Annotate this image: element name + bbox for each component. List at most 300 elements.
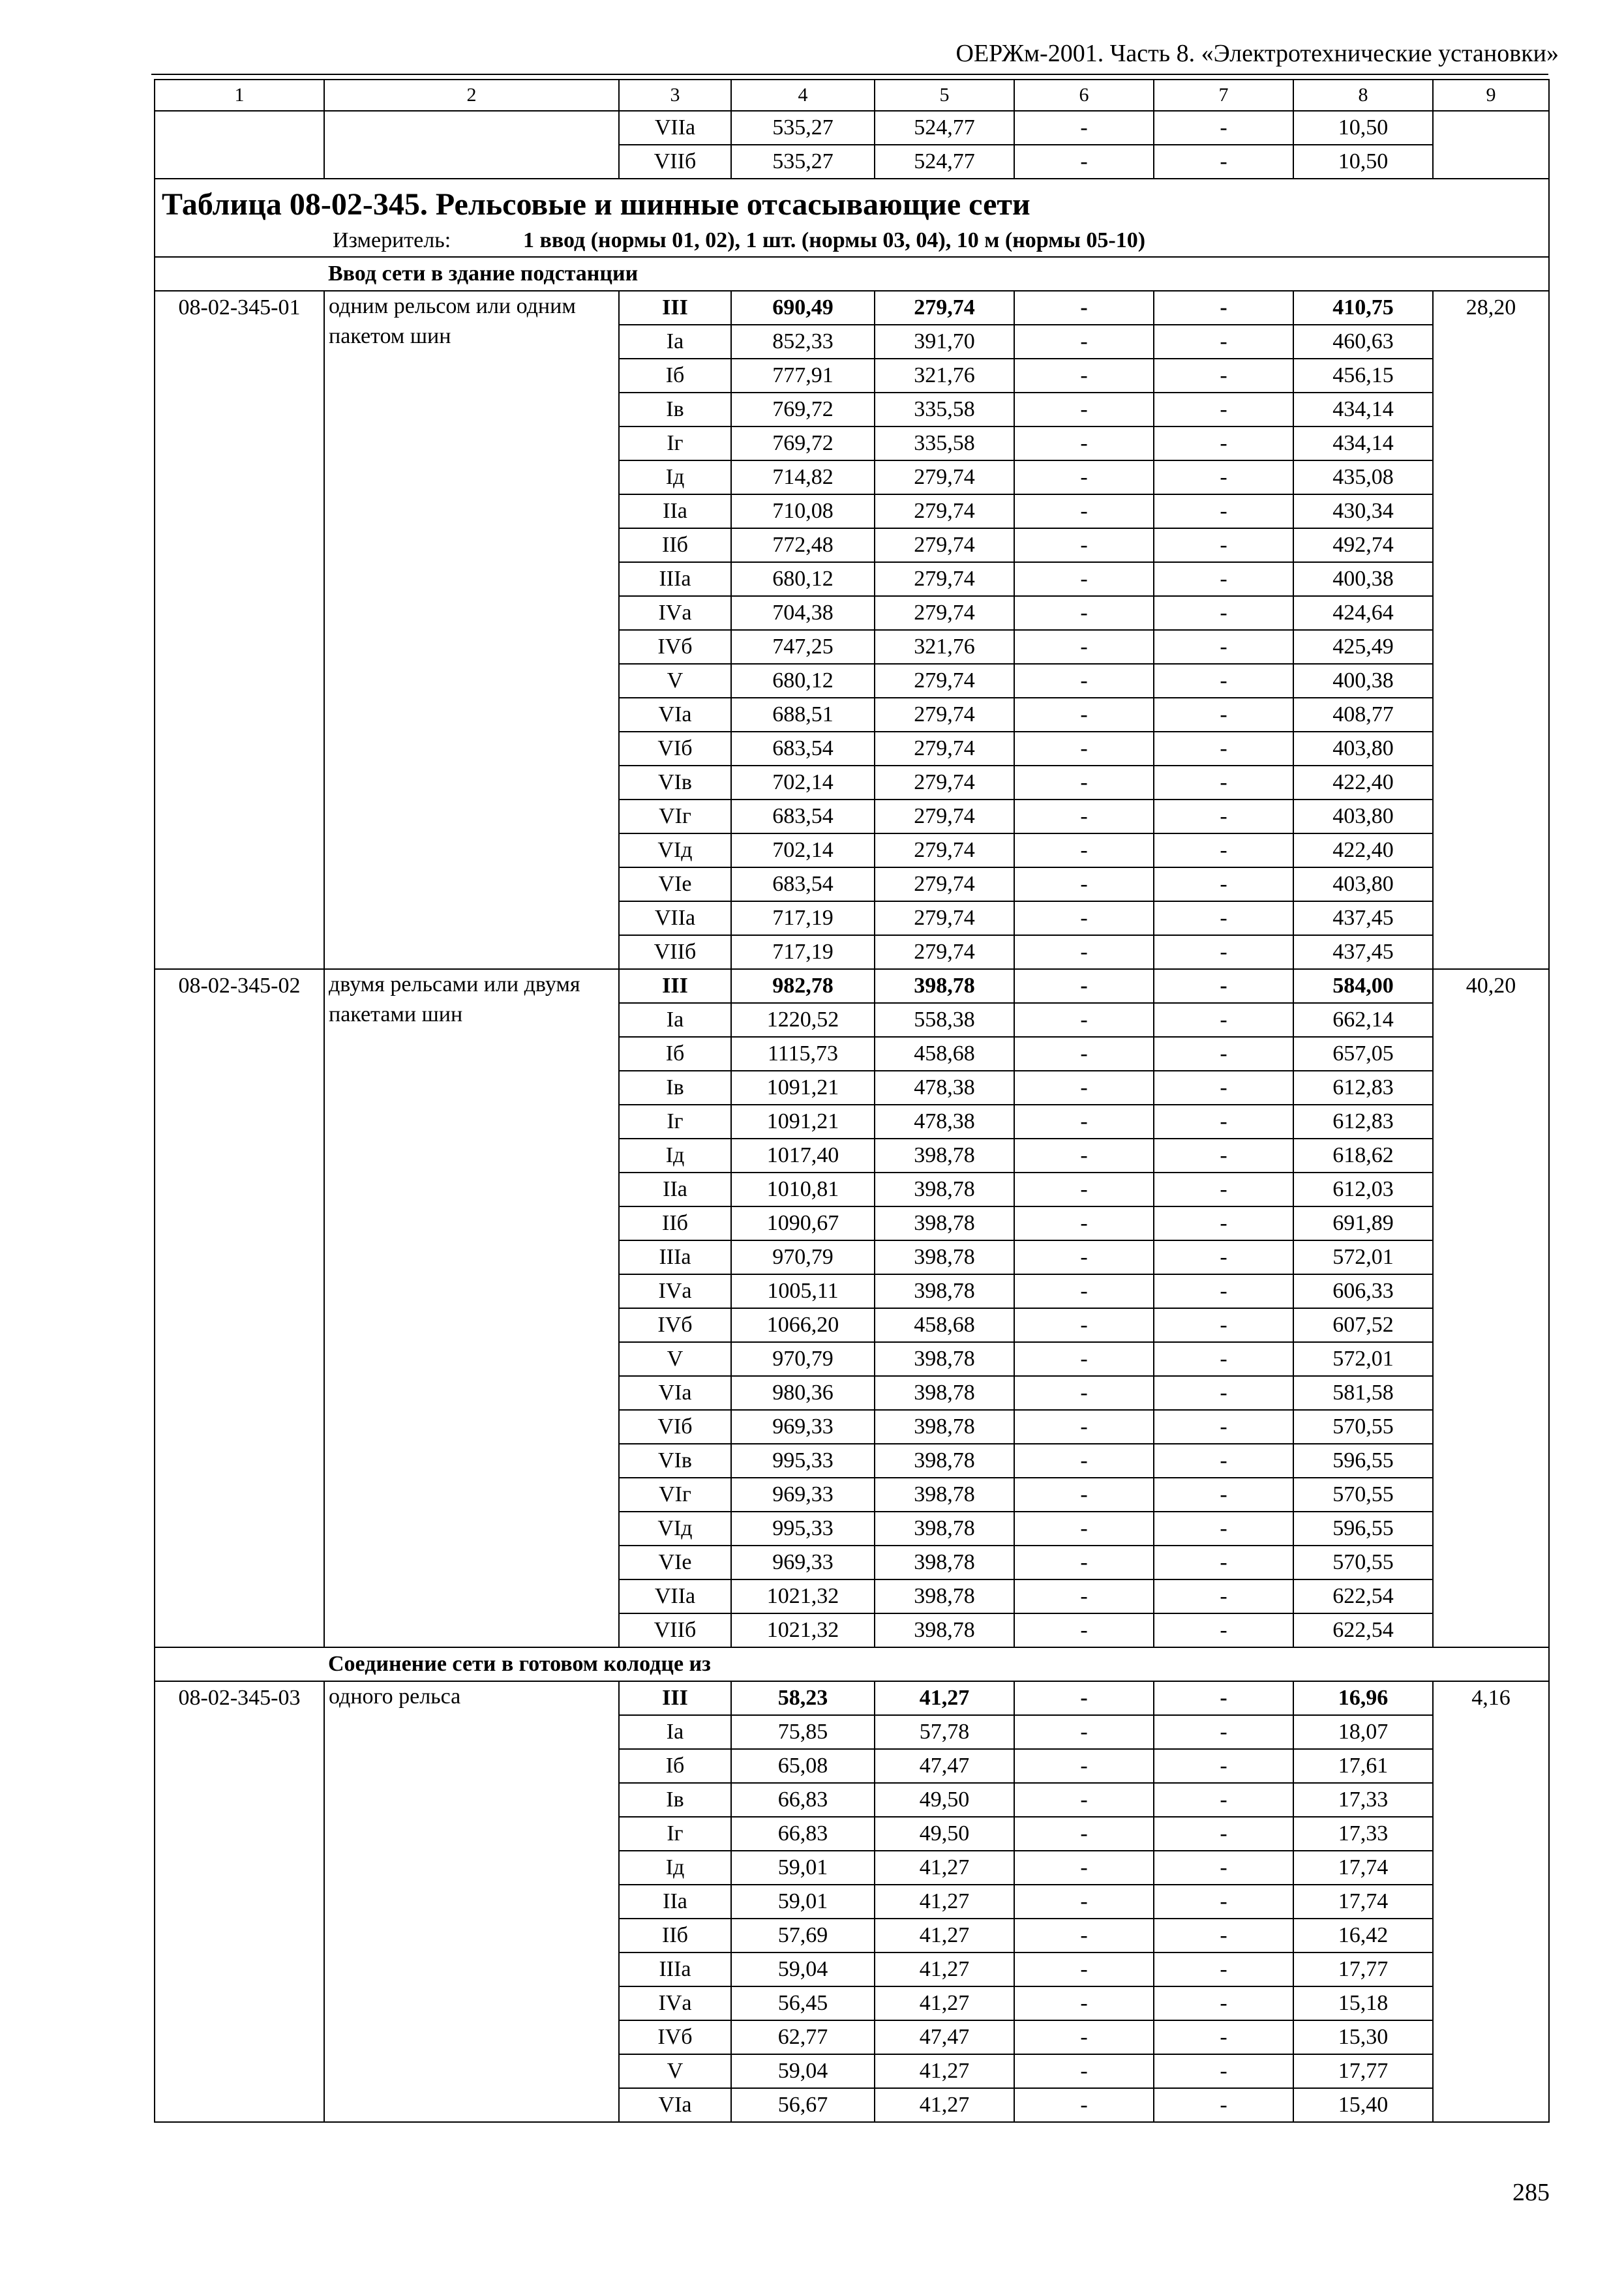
value-cell-c8: 456,15	[1293, 359, 1433, 393]
zone-cell: VIд	[619, 833, 731, 867]
value-cell-c8: 16,42	[1293, 1919, 1433, 1952]
zone-cell: IIIа	[619, 1952, 731, 1986]
value-cell-c6: -	[1014, 1139, 1154, 1173]
value-cell-c4: 970,79	[731, 1342, 875, 1376]
value-cell-c6: -	[1014, 291, 1154, 325]
value-cell-c8: 403,80	[1293, 800, 1433, 833]
value-cell-c8: 430,34	[1293, 494, 1433, 528]
value-cell-c6: -	[1014, 1986, 1154, 2020]
zone-cell: VIа	[619, 698, 731, 732]
value-cell-c6: -	[1014, 528, 1154, 562]
value-cell-c4: 66,83	[731, 1817, 875, 1851]
value-cell-c4: 772,48	[731, 528, 875, 562]
name-cell	[324, 111, 619, 145]
page-number: 285	[1512, 2179, 1550, 2206]
value-cell-c5: 279,74	[875, 664, 1014, 698]
value-cell-c7: -	[1154, 833, 1293, 867]
value-cell-c4: 702,14	[731, 833, 875, 867]
value-cell-c8: 570,55	[1293, 1546, 1433, 1579]
value-cell-c7: -	[1154, 630, 1293, 664]
value-cell-c8: 434,14	[1293, 393, 1433, 426]
value-cell-c4: 59,01	[731, 1851, 875, 1885]
zone-cell: Iб	[619, 1749, 731, 1783]
carry-row	[155, 145, 1549, 179]
workers-cell	[1433, 145, 1549, 179]
value-cell-c4: 688,51	[731, 698, 875, 732]
value-cell-c5: 558,38	[875, 1003, 1014, 1037]
value-cell-c7: -	[1154, 935, 1293, 969]
measure-label: Измеритель:	[333, 228, 451, 252]
value-cell-c6: -	[1014, 393, 1154, 426]
value-cell-c5: 398,78	[875, 1376, 1014, 1410]
rate-name: одним рельсом или одним пакетом шин	[324, 291, 619, 969]
value-cell-c8: 612,83	[1293, 1071, 1433, 1105]
value-cell-c7: -	[1154, 1105, 1293, 1139]
rate-code: 08-02-345-02	[155, 969, 324, 1647]
value-cell-c5: 41,27	[875, 1919, 1014, 1952]
value-cell-c7: -	[1154, 1512, 1293, 1546]
value-cell-c6: -	[1014, 111, 1154, 145]
value-cell-c5: 398,78	[875, 1274, 1014, 1308]
value-cell-c4: 1021,32	[731, 1579, 875, 1613]
value-cell-c4: 1021,32	[731, 1613, 875, 1647]
header-rule	[151, 74, 1548, 75]
zone-cell: VIIа	[619, 111, 731, 145]
value-cell-c6: -	[1014, 1885, 1154, 1919]
value-cell-c6: -	[1014, 2020, 1154, 2054]
value-cell-c8: 437,45	[1293, 935, 1433, 969]
value-cell-c5: 398,78	[875, 1444, 1014, 1478]
value-cell-c5: 279,74	[875, 732, 1014, 766]
value-cell-c8: 618,62	[1293, 1139, 1433, 1173]
zone-cell: VIв	[619, 766, 731, 800]
value-cell-c6: -	[1014, 1376, 1154, 1410]
value-cell-c6: -	[1014, 1105, 1154, 1139]
value-cell-c4: 769,72	[731, 393, 875, 426]
value-cell-c4: 690,49	[731, 291, 875, 325]
value-cell-c5: 458,68	[875, 1308, 1014, 1342]
zone-cell: VIб	[619, 1410, 731, 1444]
zone-cell: VIв	[619, 1444, 731, 1478]
value-cell-c7: -	[1154, 1579, 1293, 1613]
zone-cell: Iг	[619, 1105, 731, 1139]
carry-row	[155, 111, 1549, 145]
value-cell-c4: 717,19	[731, 901, 875, 935]
value-cell-c6: -	[1014, 1173, 1154, 1206]
value-cell-c6: -	[1014, 766, 1154, 800]
value-cell-c4: 59,04	[731, 2054, 875, 2088]
value-cell-c6: -	[1014, 1444, 1154, 1478]
value-cell-c6: -	[1014, 1240, 1154, 1274]
value-cell-c8: 17,74	[1293, 1885, 1433, 1919]
rate-code: 08-02-345-03	[155, 1681, 324, 2122]
code-cell	[155, 111, 324, 145]
zone-cell: III	[619, 969, 731, 1003]
value-cell-c7: -	[1154, 698, 1293, 732]
value-cell-c7: -	[1154, 1715, 1293, 1749]
value-cell-c8: 422,40	[1293, 833, 1433, 867]
value-cell-c8: 657,05	[1293, 1037, 1433, 1071]
zone-cell: Iг	[619, 1817, 731, 1851]
value-cell-c7: -	[1154, 1885, 1293, 1919]
value-cell-c7: -	[1154, 562, 1293, 596]
zone-cell: IIб	[619, 1919, 731, 1952]
value-cell-c7: -	[1154, 494, 1293, 528]
zone-cell: Iа	[619, 325, 731, 359]
value-cell-c8: 662,14	[1293, 1003, 1433, 1037]
value-cell-c7: -	[1154, 1342, 1293, 1376]
value-cell-c8: 460,63	[1293, 325, 1433, 359]
section-spacer	[155, 257, 324, 291]
value-cell-c8: 492,74	[1293, 528, 1433, 562]
table-title-row	[155, 179, 1549, 257]
value-cell-c6: -	[1014, 833, 1154, 867]
value-cell-c8: 17,33	[1293, 1817, 1433, 1851]
rate-name: двумя рельсами или двумя пакетами шин	[324, 969, 619, 1647]
value-cell-c8: 437,45	[1293, 901, 1433, 935]
value-cell-c6: -	[1014, 1274, 1154, 1308]
value-cell-c5: 398,78	[875, 1579, 1014, 1613]
column-number: 3	[619, 80, 731, 111]
measure-line	[162, 225, 1542, 256]
section-title: Соединение сети в готовом колодце из	[324, 1647, 1549, 1681]
value-cell-c6: -	[1014, 1613, 1154, 1647]
value-cell-c7: -	[1154, 664, 1293, 698]
value-cell-c8: 17,77	[1293, 1952, 1433, 1986]
value-cell-c8: 612,83	[1293, 1105, 1433, 1139]
value-cell-c6: -	[1014, 732, 1154, 766]
value-cell-c5: 41,27	[875, 2088, 1014, 2122]
value-cell-c6: -	[1014, 1919, 1154, 1952]
zone-cell: V	[619, 664, 731, 698]
value-cell-c8: 17,61	[1293, 1749, 1433, 1783]
value-cell-c5: 398,78	[875, 1139, 1014, 1173]
zone-cell: VIIб	[619, 935, 731, 969]
value-cell-c5: 524,77	[875, 145, 1014, 179]
value-cell-c7: -	[1154, 1071, 1293, 1105]
value-cell-c8: 16,96	[1293, 1681, 1433, 1715]
zone-cell: VIа	[619, 1376, 731, 1410]
zone-cell: IVа	[619, 596, 731, 630]
value-cell-c7: -	[1154, 1952, 1293, 1986]
value-cell-c6: -	[1014, 1410, 1154, 1444]
value-cell-c5: 279,74	[875, 596, 1014, 630]
value-cell-c7: -	[1154, 766, 1293, 800]
value-cell-c8: 572,01	[1293, 1342, 1433, 1376]
zone-cell: VIIб	[619, 145, 731, 179]
zone-cell: Iд	[619, 1851, 731, 1885]
value-cell-c8: 691,89	[1293, 1206, 1433, 1240]
value-cell-c7: -	[1154, 393, 1293, 426]
value-cell-c4: 680,12	[731, 562, 875, 596]
value-cell-c6: -	[1014, 1308, 1154, 1342]
value-cell-c4: 710,08	[731, 494, 875, 528]
value-cell-c7: -	[1154, 901, 1293, 935]
value-cell-c5: 279,74	[875, 867, 1014, 901]
value-cell-c5: 391,70	[875, 325, 1014, 359]
section-spacer	[155, 1647, 324, 1681]
zone-cell: Iв	[619, 1783, 731, 1817]
value-cell-c8: 18,07	[1293, 1715, 1433, 1749]
value-cell-c5: 279,74	[875, 833, 1014, 867]
zone-cell: Iв	[619, 1071, 731, 1105]
rates-table	[154, 79, 1550, 2123]
value-cell-c4: 75,85	[731, 1715, 875, 1749]
value-cell-c5: 279,74	[875, 698, 1014, 732]
value-cell-c8: 434,14	[1293, 426, 1433, 460]
value-cell-c7: -	[1154, 1274, 1293, 1308]
zone-cell: VIIа	[619, 901, 731, 935]
zone-cell: VIг	[619, 1478, 731, 1512]
value-cell-c4: 66,83	[731, 1783, 875, 1817]
value-cell-c4: 980,36	[731, 1376, 875, 1410]
zone-cell: Iб	[619, 1037, 731, 1071]
zone-cell: IIа	[619, 1885, 731, 1919]
column-number: 5	[875, 80, 1014, 111]
value-cell-c4: 1220,52	[731, 1003, 875, 1037]
value-cell-c4: 1066,20	[731, 1308, 875, 1342]
value-cell-c6: -	[1014, 1512, 1154, 1546]
value-cell-c7: -	[1154, 596, 1293, 630]
zone-cell: V	[619, 2054, 731, 2088]
zone-cell: Iа	[619, 1003, 731, 1037]
value-cell-c5: 398,78	[875, 1546, 1014, 1579]
value-cell-c7: -	[1154, 1817, 1293, 1851]
value-cell-c4: 62,77	[731, 2020, 875, 2054]
value-cell-c4: 683,54	[731, 867, 875, 901]
value-cell-c6: -	[1014, 426, 1154, 460]
value-cell-c4: 1115,73	[731, 1037, 875, 1071]
value-cell-c4: 704,38	[731, 596, 875, 630]
value-cell-c4: 1091,21	[731, 1071, 875, 1105]
value-cell-c4: 995,33	[731, 1512, 875, 1546]
value-cell-c8: 400,38	[1293, 664, 1433, 698]
value-cell-c6: -	[1014, 1037, 1154, 1071]
value-cell-c8: 17,74	[1293, 1851, 1433, 1885]
value-cell-c5: 279,74	[875, 528, 1014, 562]
value-cell-c6: -	[1014, 359, 1154, 393]
value-cell-c6: -	[1014, 2054, 1154, 2088]
value-cell-c8: 10,50	[1293, 111, 1433, 145]
value-cell-c4: 56,45	[731, 1986, 875, 2020]
value-cell-c6: -	[1014, 1952, 1154, 1986]
workers-cell: 28,20	[1433, 291, 1549, 969]
value-cell-c7: -	[1154, 1003, 1293, 1037]
name-cell	[324, 145, 619, 179]
value-cell-c5: 47,47	[875, 2020, 1014, 2054]
code-cell	[155, 145, 324, 179]
zone-cell: IVб	[619, 630, 731, 664]
value-cell-c8: 435,08	[1293, 460, 1433, 494]
value-cell-c6: -	[1014, 145, 1154, 179]
rate-name: одного рельса	[324, 1681, 619, 2122]
zone-cell: Iд	[619, 460, 731, 494]
value-cell-c8: 572,01	[1293, 1240, 1433, 1274]
zone-cell: III	[619, 291, 731, 325]
value-cell-c7: -	[1154, 732, 1293, 766]
value-cell-c7: -	[1154, 2054, 1293, 2088]
value-cell-c6: -	[1014, 1749, 1154, 1783]
value-cell-c4: 535,27	[731, 145, 875, 179]
zone-cell: IVа	[619, 1274, 731, 1308]
value-cell-c8: 584,00	[1293, 969, 1433, 1003]
value-cell-c6: -	[1014, 460, 1154, 494]
value-cell-c5: 279,74	[875, 291, 1014, 325]
value-cell-c7: -	[1154, 1783, 1293, 1817]
section-row	[155, 1647, 1549, 1681]
zone-cell: Iв	[619, 393, 731, 426]
value-cell-c8: 581,58	[1293, 1376, 1433, 1410]
value-cell-c8: 400,38	[1293, 562, 1433, 596]
table-title: Таблица 08-02-345. Рельсовые и шинные отсасывающие сети	[162, 187, 1030, 222]
value-cell-c6: -	[1014, 800, 1154, 833]
value-cell-c6: -	[1014, 1003, 1154, 1037]
value-cell-c5: 458,68	[875, 1037, 1014, 1071]
value-cell-c7: -	[1154, 1206, 1293, 1240]
value-cell-c5: 524,77	[875, 111, 1014, 145]
value-cell-c7: -	[1154, 291, 1293, 325]
value-cell-c5: 279,74	[875, 935, 1014, 969]
value-cell-c5: 49,50	[875, 1817, 1014, 1851]
value-cell-c4: 683,54	[731, 732, 875, 766]
value-cell-c5: 335,58	[875, 426, 1014, 460]
value-cell-c6: -	[1014, 969, 1154, 1003]
value-cell-c8: 17,33	[1293, 1783, 1433, 1817]
value-cell-c5: 398,78	[875, 1173, 1014, 1206]
zone-cell: VIб	[619, 732, 731, 766]
value-cell-c4: 1005,11	[731, 1274, 875, 1308]
value-cell-c7: -	[1154, 1613, 1293, 1647]
value-cell-c4: 714,82	[731, 460, 875, 494]
value-cell-c8: 15,40	[1293, 2088, 1433, 2122]
value-cell-c5: 41,27	[875, 1851, 1014, 1885]
value-cell-c7: -	[1154, 1546, 1293, 1579]
value-cell-c5: 398,78	[875, 1240, 1014, 1274]
value-cell-c4: 970,79	[731, 1240, 875, 1274]
value-cell-c7: -	[1154, 426, 1293, 460]
value-cell-c4: 1017,40	[731, 1139, 875, 1173]
value-cell-c8: 622,54	[1293, 1579, 1433, 1613]
section-row	[155, 257, 1549, 291]
zone-cell: VIIа	[619, 1579, 731, 1613]
value-cell-c5: 398,78	[875, 1410, 1014, 1444]
value-cell-c4: 1090,67	[731, 1206, 875, 1240]
value-cell-c6: -	[1014, 1851, 1154, 1885]
value-cell-c7: -	[1154, 1240, 1293, 1274]
zone-cell: VIд	[619, 1512, 731, 1546]
value-cell-c5: 398,78	[875, 1478, 1014, 1512]
value-cell-c6: -	[1014, 935, 1154, 969]
value-cell-c4: 982,78	[731, 969, 875, 1003]
value-cell-c4: 59,04	[731, 1952, 875, 1986]
value-cell-c8: 612,03	[1293, 1173, 1433, 1206]
zone-cell: VIе	[619, 867, 731, 901]
column-number: 7	[1154, 80, 1293, 111]
column-number: 8	[1293, 80, 1433, 111]
value-cell-c5: 47,47	[875, 1749, 1014, 1783]
value-cell-c6: -	[1014, 1681, 1154, 1715]
zone-cell: III	[619, 1681, 731, 1715]
value-cell-c4: 680,12	[731, 664, 875, 698]
column-number: 4	[731, 80, 875, 111]
value-cell-c5: 398,78	[875, 1342, 1014, 1376]
value-cell-c5: 321,76	[875, 630, 1014, 664]
value-cell-c4: 717,19	[731, 935, 875, 969]
value-cell-c7: -	[1154, 145, 1293, 179]
zone-cell: Iа	[619, 1715, 731, 1749]
value-cell-c7: -	[1154, 1376, 1293, 1410]
column-number: 1	[155, 80, 324, 111]
value-cell-c8: 596,55	[1293, 1512, 1433, 1546]
value-cell-c8: 403,80	[1293, 867, 1433, 901]
value-cell-c7: -	[1154, 969, 1293, 1003]
value-cell-c4: 702,14	[731, 766, 875, 800]
value-cell-c8: 410,75	[1293, 291, 1433, 325]
value-cell-c5: 279,74	[875, 494, 1014, 528]
zone-cell: IIб	[619, 528, 731, 562]
running-header: ОЕРЖм-2001. Часть 8. «Электротехнические установки»	[955, 40, 1559, 67]
value-cell-c5: 41,27	[875, 1885, 1014, 1919]
value-cell-c5: 279,74	[875, 562, 1014, 596]
value-cell-c6: -	[1014, 1342, 1154, 1376]
column-number: 2	[324, 80, 619, 111]
zone-cell: VIг	[619, 800, 731, 833]
table-title-cell	[155, 179, 1549, 257]
zone-cell: VIе	[619, 1546, 731, 1579]
zone-cell: IVб	[619, 1308, 731, 1342]
zone-cell: Iд	[619, 1139, 731, 1173]
zone-cell: VIIб	[619, 1613, 731, 1647]
zone-cell: VIа	[619, 2088, 731, 2122]
value-cell-c4: 969,33	[731, 1410, 875, 1444]
value-cell-c6: -	[1014, 1206, 1154, 1240]
value-cell-c8: 15,30	[1293, 2020, 1433, 2054]
value-cell-c8: 425,49	[1293, 630, 1433, 664]
zone-cell: IIIа	[619, 562, 731, 596]
rate-row	[155, 1681, 1549, 1715]
zone-cell: Iг	[619, 426, 731, 460]
value-cell-c8: 408,77	[1293, 698, 1433, 732]
value-cell-c8: 403,80	[1293, 732, 1433, 766]
value-cell-c4: 769,72	[731, 426, 875, 460]
value-cell-c7: -	[1154, 1037, 1293, 1071]
value-cell-c7: -	[1154, 1749, 1293, 1783]
value-cell-c8: 607,52	[1293, 1308, 1433, 1342]
value-cell-c5: 279,74	[875, 901, 1014, 935]
value-cell-c6: -	[1014, 325, 1154, 359]
value-cell-c4: 65,08	[731, 1749, 875, 1783]
value-cell-c7: -	[1154, 528, 1293, 562]
value-cell-c5: 41,27	[875, 1681, 1014, 1715]
value-cell-c7: -	[1154, 1919, 1293, 1952]
value-cell-c6: -	[1014, 1546, 1154, 1579]
value-cell-c6: -	[1014, 867, 1154, 901]
zone-cell: IIб	[619, 1206, 731, 1240]
value-cell-c5: 478,38	[875, 1071, 1014, 1105]
value-cell-c5: 321,76	[875, 359, 1014, 393]
value-cell-c8: 596,55	[1293, 1444, 1433, 1478]
value-cell-c4: 852,33	[731, 325, 875, 359]
column-number: 9	[1433, 80, 1549, 111]
value-cell-c4: 56,67	[731, 2088, 875, 2122]
value-cell-c7: -	[1154, 359, 1293, 393]
value-cell-c4: 535,27	[731, 111, 875, 145]
value-cell-c7: -	[1154, 1410, 1293, 1444]
zone-cell: IVб	[619, 2020, 731, 2054]
value-cell-c7: -	[1154, 2088, 1293, 2122]
zone-cell: Iб	[619, 359, 731, 393]
value-cell-c6: -	[1014, 596, 1154, 630]
